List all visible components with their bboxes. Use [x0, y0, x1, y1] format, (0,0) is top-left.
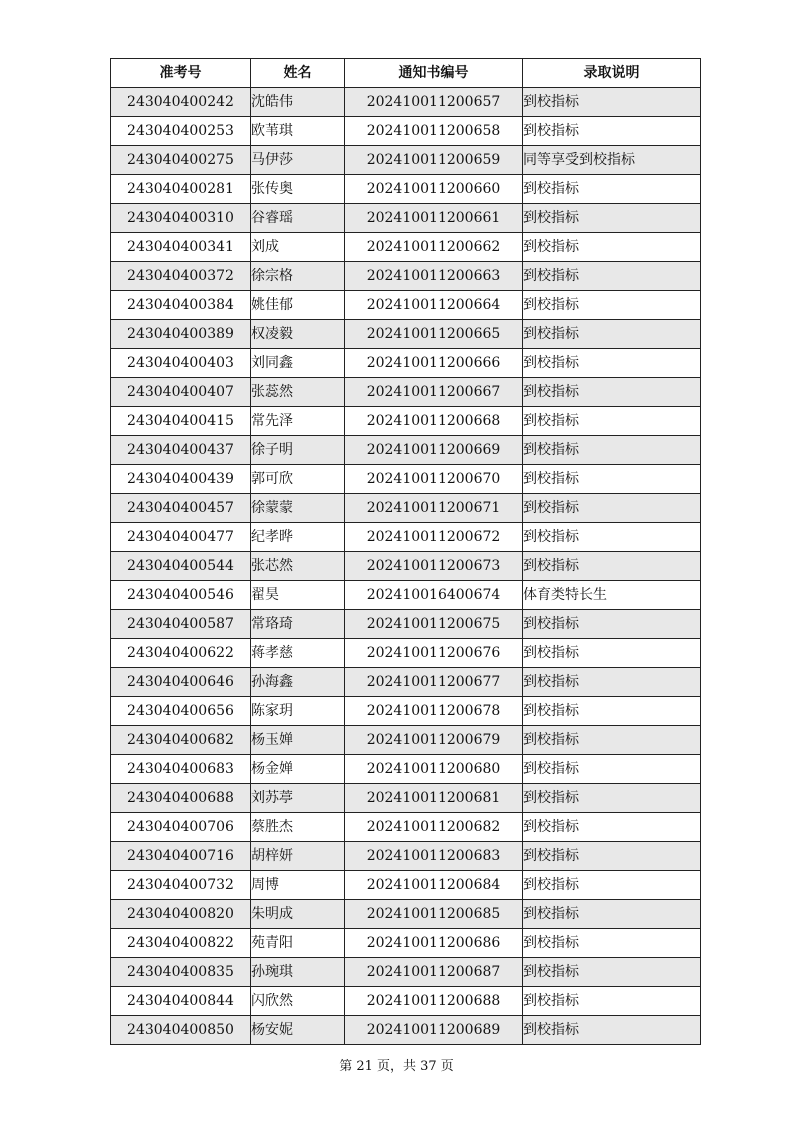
- cell-name: 周博: [251, 871, 345, 900]
- table-row: [111, 842, 701, 871]
- table-row: [111, 697, 701, 726]
- cell-notice-no: 202410011200678: [345, 697, 523, 726]
- table-row: [111, 88, 701, 117]
- header-name: 姓名: [251, 59, 345, 88]
- cell-notice-no: 202410011200665: [345, 320, 523, 349]
- cell-name: 陈家玥: [251, 697, 345, 726]
- cell-exam-no: 243040400544: [111, 552, 251, 581]
- cell-notice-no: 202410011200666: [345, 349, 523, 378]
- cell-note: 到校指标: [523, 204, 701, 233]
- table-row: [111, 958, 701, 987]
- cell-exam-no: 243040400732: [111, 871, 251, 900]
- table-row: [111, 900, 701, 929]
- cell-note: 到校指标: [523, 958, 701, 987]
- cell-note: 到校指标: [523, 88, 701, 117]
- cell-name: 蔡胜杰: [251, 813, 345, 842]
- cell-exam-no: 243040400372: [111, 262, 251, 291]
- cell-note: 到校指标: [523, 117, 701, 146]
- cell-exam-no: 243040400646: [111, 668, 251, 697]
- table-row: [111, 755, 701, 784]
- cell-notice-no: 202410011200667: [345, 378, 523, 407]
- cell-name: 刘同鑫: [251, 349, 345, 378]
- cell-note: 到校指标: [523, 784, 701, 813]
- cell-note: 到校指标: [523, 465, 701, 494]
- table-row: [111, 117, 701, 146]
- table-row: [111, 639, 701, 668]
- table-row: [111, 581, 701, 610]
- table-row: [111, 668, 701, 697]
- table-row: [111, 436, 701, 465]
- cell-notice-no: 202410011200660: [345, 175, 523, 204]
- table-row: [111, 987, 701, 1016]
- cell-name: 胡梓妍: [251, 842, 345, 871]
- cell-exam-no: 243040400407: [111, 378, 251, 407]
- cell-notice-no: 202410011200688: [345, 987, 523, 1016]
- table-row: [111, 552, 701, 581]
- cell-name: 闪欣然: [251, 987, 345, 1016]
- cell-exam-no: 243040400688: [111, 784, 251, 813]
- cell-notice-no: 202410011200670: [345, 465, 523, 494]
- cell-exam-no: 243040400682: [111, 726, 251, 755]
- header-note: 录取说明: [523, 59, 701, 88]
- cell-exam-no: 243040400457: [111, 494, 251, 523]
- table-row: [111, 494, 701, 523]
- cell-notice-no: 202410011200668: [345, 407, 523, 436]
- cell-note: 到校指标: [523, 1016, 701, 1045]
- cell-note: 到校指标: [523, 871, 701, 900]
- cell-exam-no: 243040400437: [111, 436, 251, 465]
- page-footer: 第 21 页，共 37 页: [339, 1059, 454, 1074]
- cell-exam-no: 243040400716: [111, 842, 251, 871]
- header-exam-no: 准考号: [111, 59, 251, 88]
- cell-exam-no: 243040400242: [111, 88, 251, 117]
- cell-name: 欧苇琪: [251, 117, 345, 146]
- table-row: [111, 784, 701, 813]
- admission-table: [110, 58, 701, 1045]
- cell-exam-no: 243040400587: [111, 610, 251, 639]
- cell-name: 常珞琦: [251, 610, 345, 639]
- cell-name: 杨金婵: [251, 755, 345, 784]
- cell-note: 到校指标: [523, 726, 701, 755]
- cell-note: 到校指标: [523, 697, 701, 726]
- cell-notice-no: 202410011200677: [345, 668, 523, 697]
- cell-name: 刘成: [251, 233, 345, 262]
- cell-exam-no: 243040400439: [111, 465, 251, 494]
- table-row: [111, 349, 701, 378]
- cell-exam-no: 243040400403: [111, 349, 251, 378]
- table-row: [111, 233, 701, 262]
- cell-exam-no: 243040400253: [111, 117, 251, 146]
- cell-exam-no: 243040400656: [111, 697, 251, 726]
- cell-notice-no: 202410011200663: [345, 262, 523, 291]
- cell-exam-no: 243040400389: [111, 320, 251, 349]
- cell-note: 到校指标: [523, 813, 701, 842]
- table-row: [111, 378, 701, 407]
- cell-note: 体育类特长生: [523, 581, 701, 610]
- cell-notice-no: 202410011200686: [345, 929, 523, 958]
- cell-exam-no: 243040400546: [111, 581, 251, 610]
- cell-notice-no: 202410011200671: [345, 494, 523, 523]
- cell-name: 郭可欣: [251, 465, 345, 494]
- cell-note: 同等享受到校指标: [523, 146, 701, 175]
- cell-notice-no: 202410011200657: [345, 88, 523, 117]
- table-row: [111, 320, 701, 349]
- cell-notice-no: 202410011200662: [345, 233, 523, 262]
- cell-name: 张蕊然: [251, 378, 345, 407]
- cell-note: 到校指标: [523, 175, 701, 204]
- cell-note: 到校指标: [523, 900, 701, 929]
- cell-notice-no: 202410011200659: [345, 146, 523, 175]
- cell-notice-no: 202410011200683: [345, 842, 523, 871]
- table-row: [111, 871, 701, 900]
- cell-notice-no: 202410011200682: [345, 813, 523, 842]
- cell-notice-no: 202410011200676: [345, 639, 523, 668]
- cell-exam-no: 243040400683: [111, 755, 251, 784]
- cell-note: 到校指标: [523, 378, 701, 407]
- cell-name: 沈皓伟: [251, 88, 345, 117]
- cell-name: 谷睿瑶: [251, 204, 345, 233]
- cell-note: 到校指标: [523, 262, 701, 291]
- cell-exam-no: 243040400850: [111, 1016, 251, 1045]
- cell-note: 到校指标: [523, 929, 701, 958]
- cell-name: 纪孝晔: [251, 523, 345, 552]
- cell-name: 张传奥: [251, 175, 345, 204]
- cell-notice-no: 202410011200689: [345, 1016, 523, 1045]
- table-row: [111, 813, 701, 842]
- cell-note: 到校指标: [523, 436, 701, 465]
- cell-exam-no: 243040400384: [111, 291, 251, 320]
- cell-name: 孙海鑫: [251, 668, 345, 697]
- cell-name: 徐子明: [251, 436, 345, 465]
- cell-notice-no: 202410011200675: [345, 610, 523, 639]
- cell-name: 权凌毅: [251, 320, 345, 349]
- cell-note: 到校指标: [523, 668, 701, 697]
- table-row: [111, 204, 701, 233]
- cell-name: 苑青阳: [251, 929, 345, 958]
- cell-name: 杨玉婵: [251, 726, 345, 755]
- cell-name: 杨安妮: [251, 1016, 345, 1045]
- cell-notice-no: 202410011200684: [345, 871, 523, 900]
- cell-note: 到校指标: [523, 291, 701, 320]
- cell-notice-no: 202410011200658: [345, 117, 523, 146]
- cell-exam-no: 243040400822: [111, 929, 251, 958]
- table-body: [111, 88, 701, 1045]
- table-row: [111, 726, 701, 755]
- cell-exam-no: 243040400835: [111, 958, 251, 987]
- table-row: [111, 523, 701, 552]
- cell-name: 蒋孝慈: [251, 639, 345, 668]
- cell-notice-no: 202410011200681: [345, 784, 523, 813]
- cell-notice-no: 202410011200673: [345, 552, 523, 581]
- cell-name: 翟昊: [251, 581, 345, 610]
- cell-exam-no: 243040400415: [111, 407, 251, 436]
- table-row: [111, 146, 701, 175]
- cell-exam-no: 243040400820: [111, 900, 251, 929]
- cell-exam-no: 243040400844: [111, 987, 251, 1016]
- cell-name: 姚佳郁: [251, 291, 345, 320]
- header-notice-no: 通知书编号: [345, 59, 523, 88]
- cell-notice-no: 202410016400674: [345, 581, 523, 610]
- cell-notice-no: 202410011200687: [345, 958, 523, 987]
- cell-note: 到校指标: [523, 755, 701, 784]
- cell-note: 到校指标: [523, 639, 701, 668]
- cell-name: 徐宗格: [251, 262, 345, 291]
- cell-exam-no: 243040400622: [111, 639, 251, 668]
- table-row: [111, 1016, 701, 1045]
- cell-name: 孙琬琪: [251, 958, 345, 987]
- cell-note: 到校指标: [523, 407, 701, 436]
- cell-note: 到校指标: [523, 494, 701, 523]
- cell-note: 到校指标: [523, 320, 701, 349]
- cell-name: 刘苏葶: [251, 784, 345, 813]
- cell-note: 到校指标: [523, 842, 701, 871]
- cell-notice-no: 202410011200672: [345, 523, 523, 552]
- cell-name: 马伊莎: [251, 146, 345, 175]
- table-row: [111, 929, 701, 958]
- table-row: [111, 175, 701, 204]
- cell-note: 到校指标: [523, 610, 701, 639]
- cell-notice-no: 202410011200661: [345, 204, 523, 233]
- table-row: [111, 262, 701, 291]
- cell-name: 朱明成: [251, 900, 345, 929]
- cell-notice-no: 202410011200685: [345, 900, 523, 929]
- cell-notice-no: 202410011200679: [345, 726, 523, 755]
- cell-exam-no: 243040400341: [111, 233, 251, 262]
- cell-name: 常先泽: [251, 407, 345, 436]
- cell-exam-no: 243040400706: [111, 813, 251, 842]
- cell-name: 徐蒙蒙: [251, 494, 345, 523]
- table-row: [111, 291, 701, 320]
- cell-notice-no: 202410011200669: [345, 436, 523, 465]
- cell-exam-no: 243040400310: [111, 204, 251, 233]
- cell-exam-no: 243040400275: [111, 146, 251, 175]
- cell-name: 张芯然: [251, 552, 345, 581]
- cell-exam-no: 243040400281: [111, 175, 251, 204]
- cell-note: 到校指标: [523, 233, 701, 262]
- table-header-row: [111, 59, 701, 88]
- cell-notice-no: 202410011200680: [345, 755, 523, 784]
- cell-notice-no: 202410011200664: [345, 291, 523, 320]
- cell-exam-no: 243040400477: [111, 523, 251, 552]
- cell-note: 到校指标: [523, 349, 701, 378]
- cell-note: 到校指标: [523, 552, 701, 581]
- table-row: [111, 465, 701, 494]
- table-row: [111, 407, 701, 436]
- table-row: [111, 610, 701, 639]
- cell-note: 到校指标: [523, 987, 701, 1016]
- cell-note: 到校指标: [523, 523, 701, 552]
